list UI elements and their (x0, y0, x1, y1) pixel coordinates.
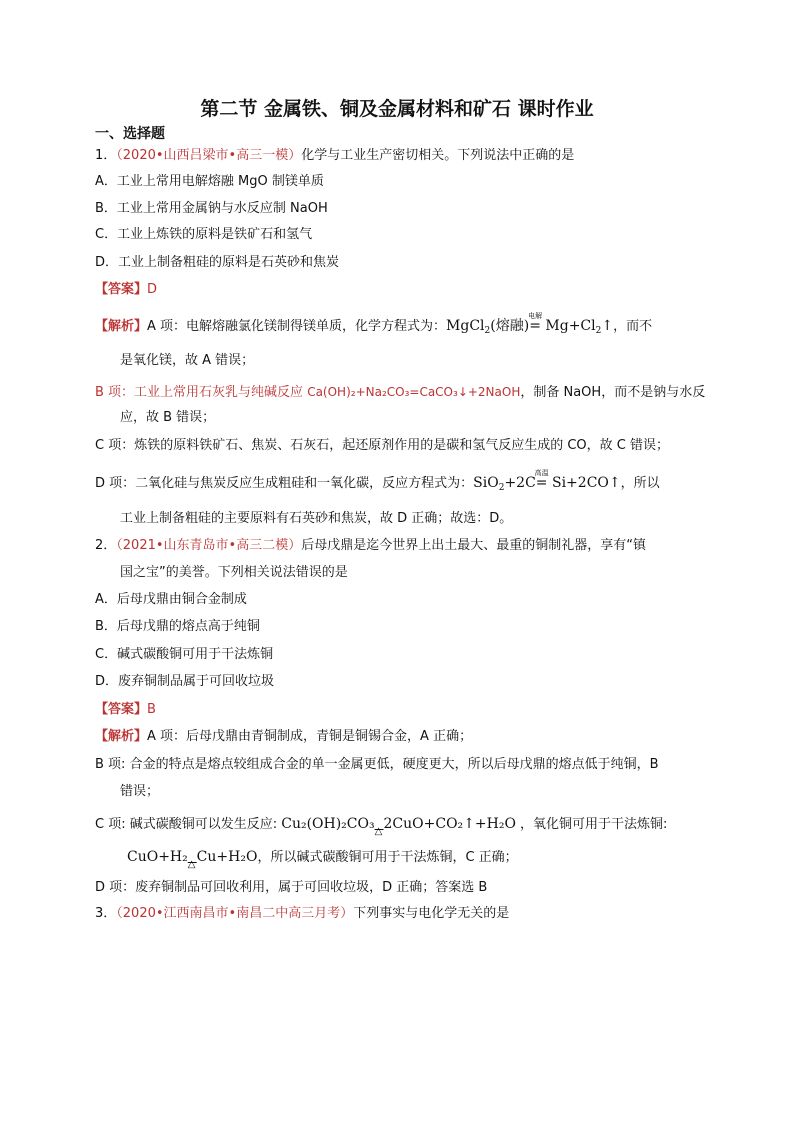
condition-label: 高温 (534, 469, 549, 477)
equation-part: (熔融) (490, 318, 530, 334)
equation-part: Cu₂(OH)₂CO₃ (281, 816, 375, 832)
equation-part: Mg+Cl (540, 318, 596, 334)
condition-label: 电解 (528, 312, 543, 320)
answer-value: D (147, 282, 158, 297)
equals-sign: = (535, 475, 548, 491)
analysis-line-c1 (95, 815, 668, 837)
analysis-tag: 【解析】 (95, 319, 148, 334)
option-b: B．工业上常用金属钠与水反应制 NaOH (95, 201, 328, 216)
question-source: （2020•江西南昌市•南昌二中高三月考） (116, 906, 354, 921)
question-source: （2020•山西吕梁市•高三一模） (116, 148, 302, 163)
analysis-text: D 项：二氧化硅与焦炭反应生成粗硅和一氧化碳，反应方程式为： (95, 476, 474, 491)
option-d: D．工业上制备粗硅的原料是石英砂和焦炭 (95, 255, 340, 270)
question-2-stem (95, 537, 646, 555)
analysis-line-d1: D 项：废弃铜制品可回收利用，属于可回收垃圾，D 正确；答案选 B (95, 880, 488, 895)
analysis-text: A 项：后母戊鼎由青铜制成，青铜是铜锡合金，A 正确； (147, 729, 473, 744)
option-d: D．废弃铜制品属于可回收垃圾 (95, 674, 275, 689)
option-a: A．工业上常用电解熔融 MgO 制镁单质 (95, 174, 324, 189)
equation-part: +2C (504, 475, 536, 491)
question-number: 2． (95, 538, 117, 553)
question-number: 1． (95, 148, 117, 163)
question-text: 下列事实与电化学无关的是 (353, 906, 510, 921)
answer-line (95, 281, 157, 299)
question-source: （2021•山东青岛市•高三二模） (116, 538, 302, 553)
analysis-text: ，氧化铜可用于干法炼铜: (515, 817, 668, 832)
equation-part: Si+2CO↑ (547, 475, 621, 491)
analysis-line-b2: 应，故 B 错误； (120, 410, 216, 425)
equation-caoh2: Ca(OH)₂+Na₂CO₃=CaCO₃↓+2NaOH (307, 385, 521, 399)
option-c: C．碱式碳酸铜可用于干法炼铜 (95, 647, 274, 662)
equals-sign: = (529, 318, 541, 334)
question-number: 3． (95, 906, 117, 921)
analysis-text: ，而不 (613, 319, 653, 334)
equation-condition (534, 469, 549, 492)
analysis-line-c1: C 项：炼铁的原料铁矿石、焦炭、石灰石，起还原剂作用的是碳和氢气反应生成的 CO，故 C 错误； (95, 438, 669, 453)
heat-symbol (187, 848, 197, 870)
equation-part: MgCl (446, 318, 485, 334)
page-title: 第二节 金属铁、铜及金属材料和矿石 课时作业 (200, 98, 594, 120)
analysis-line-c2 (127, 848, 518, 870)
analysis-text: A 项：电解熔融氯化镁制得镁单质，化学方程式为： (147, 319, 447, 334)
equation-part: SiO (473, 475, 499, 491)
heat-symbol (374, 815, 384, 837)
analysis-text: ，制备 NaOH，而不是钠与水反 (520, 385, 706, 400)
question-text: 后母戊鼎是迄今世界上出土最大、最重的铜制礼器，享有“镇 (301, 538, 646, 553)
analysis-line-b1: B 项: 合金的特点是熔点较组成合金的单一金属更低，硬度更大，所以后母戊鼎的熔点低于纯铜，B (95, 757, 659, 772)
analysis-line-a2: 是氧化镁，故 A 错误； (120, 353, 255, 368)
equation-mgcl2: MgCl$_2$(熔融) 电解 = $Mg+Cl_2↑$ (446, 318, 613, 334)
option-b: B．后母戊鼎的熔点高于纯铜 (95, 619, 260, 634)
analysis-line-d2: 工业上制备粗硅的主要原料有石英砂和焦炭，故 D 正确；故选：D。 (120, 511, 513, 526)
section-heading: 一、选择题 (95, 126, 165, 142)
answer-tag: 【答案】 (95, 282, 148, 297)
analysis-tag: 【解析】 (95, 729, 148, 744)
analysis-line-a1 (95, 728, 472, 746)
analysis-text: ，所以碱式碳酸铜可用于干法炼铜，C 正确； (257, 850, 518, 865)
question-text: 化学与工业生产密切相关。下列说法中正确的是 (301, 148, 575, 163)
option-c: C．工业上炼铁的原料是铁矿石和氢气 (95, 227, 313, 242)
option-a: A．后母戊鼎由铜合金制成 (95, 592, 247, 607)
analysis-line-b2: 错误； (120, 784, 160, 799)
answer-value: B (147, 702, 156, 717)
answer-tag: 【答案】 (95, 702, 148, 717)
analysis-text: C 项: 碱式碳酸铜可以发生反应: (95, 817, 282, 832)
analysis-line-d1 (95, 469, 660, 493)
equation-part: CuO+H₂ (127, 849, 188, 865)
equation-part: Cu+H₂O (196, 849, 258, 865)
question-2-stem-cont: 国之宝”的美誉。下列相关说法错误的是 (120, 565, 348, 580)
answer-line (95, 701, 156, 719)
analysis-text: ，所以 (620, 476, 660, 491)
analysis-line-b1 (95, 383, 705, 402)
equation-part: ↑ (601, 318, 614, 334)
analysis-text: B 项：工业上常用石灰乳与纯碱反应 (95, 385, 308, 400)
analysis-line-a1 (95, 312, 653, 336)
equation-sio2: SiO$_2$+2C 高温 = Si+2CO↑ (473, 475, 620, 491)
delta-mark: △ (187, 859, 196, 870)
question-1-stem (95, 147, 574, 165)
question-3-stem (95, 905, 509, 923)
delta-mark: △ (374, 826, 383, 837)
equation-condition (528, 312, 543, 335)
equation-part: 2CuO+CO₂↑+H₂O (383, 816, 516, 832)
